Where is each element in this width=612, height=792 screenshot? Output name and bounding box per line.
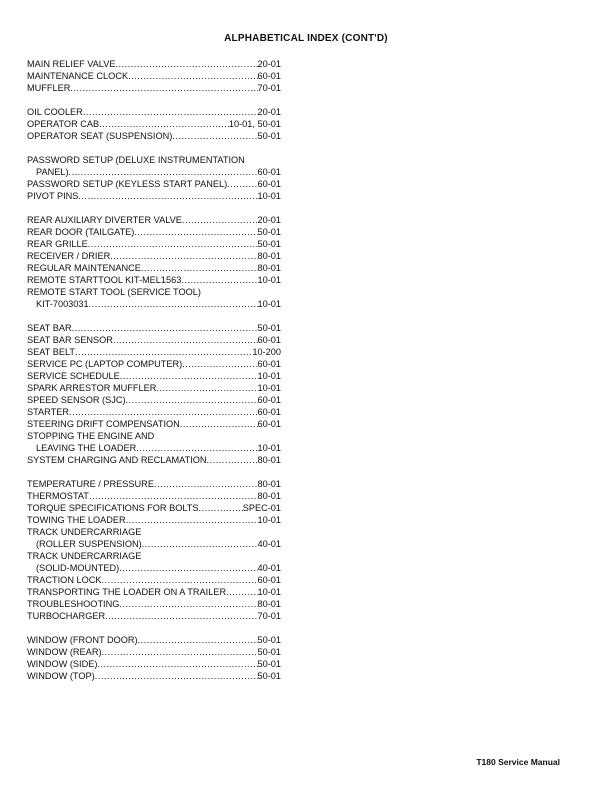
index-page-number: 10-01 — [257, 299, 281, 309]
index-page-number: 40-01 — [257, 539, 281, 549]
dot-leader — [126, 514, 258, 526]
index-entry — [27, 586, 281, 598]
dot-leader — [119, 562, 257, 574]
index-entry-label: SERVICE PC (LAPTOP COMPUTER) — [27, 359, 183, 369]
index-entry — [27, 214, 281, 226]
dot-leader — [78, 190, 257, 202]
index-entry-label: MAINTENANCE CLOCK — [27, 71, 129, 81]
index-page-number: 60-01 — [257, 359, 281, 369]
index-entry-line — [27, 82, 281, 94]
index-entry — [27, 154, 281, 178]
index-entry-label: REAR GRILLE — [27, 239, 88, 249]
index-entry — [27, 346, 281, 358]
dot-leader — [227, 178, 257, 190]
index-entry-label: MAIN RELIEF VALVE — [27, 59, 116, 69]
index-entry-label: THERMOSTAT — [27, 491, 89, 501]
dot-leader — [180, 418, 258, 430]
dot-leader — [102, 646, 258, 658]
index-entry — [27, 550, 281, 574]
index-list — [27, 58, 281, 694]
index-entry-label: TEMPERATURE / PRESSURE — [27, 479, 154, 489]
dot-leader — [105, 610, 257, 622]
index-page-number: 10-01 — [257, 587, 281, 597]
dot-leader — [89, 298, 258, 310]
dot-leader — [181, 274, 257, 286]
index-entry-label: SPARK ARRESTOR MUFFLER — [27, 383, 157, 393]
dot-leader — [72, 322, 258, 334]
dot-leader — [97, 658, 257, 670]
index-entry — [27, 394, 281, 406]
index-entry-label: REGULAR MAINTENANCE — [27, 263, 141, 273]
index-entry — [27, 430, 281, 454]
index-entry-label: SEAT BAR SENSOR — [27, 335, 113, 345]
index-entry-label: KIT-7003031 — [36, 299, 89, 309]
index-page-number: 60-01 — [257, 179, 281, 189]
index-entry-line — [27, 166, 281, 178]
index-group — [27, 214, 281, 310]
index-entry-label: REAR AUXILIARY DIVERTER VALVE — [27, 215, 182, 225]
index-page-number: 20-01 — [257, 107, 281, 117]
index-entry-line — [27, 478, 281, 490]
index-page-number: 80-01 — [257, 455, 281, 465]
index-entry-label: TOWING THE LOADER — [27, 515, 126, 525]
dot-leader — [141, 262, 258, 274]
index-entry-label: SERVICE SCHEDULE — [27, 371, 120, 381]
index-page-number: 10-01 — [257, 383, 281, 393]
index-entry-line — [27, 334, 281, 346]
index-entry-line — [27, 514, 281, 526]
index-page-number: 70-01 — [257, 611, 281, 621]
index-entry-line — [27, 538, 281, 550]
index-page-number: 60-01 — [257, 71, 281, 81]
index-entry — [27, 418, 281, 430]
index-entry — [27, 634, 281, 646]
index-entry-line — [27, 106, 281, 118]
index-page-number: 50-01 — [257, 635, 281, 645]
index-entry-line — [27, 670, 281, 682]
index-entry-label: TORQUE SPECIFICATIONS FOR BOLTS — [27, 503, 199, 513]
index-page-number: 60-01 — [257, 575, 281, 585]
index-entry-label: STOPPING THE ENGINE AND — [27, 431, 155, 441]
index-entry — [27, 334, 281, 346]
index-entry — [27, 190, 281, 202]
index-entry-line — [27, 382, 281, 394]
index-entry-line — [27, 610, 281, 622]
index-entry — [27, 58, 281, 70]
index-entry — [27, 514, 281, 526]
index-page-number: 80-01 — [257, 599, 281, 609]
index-entry-label: TRACTION LOCK — [27, 575, 102, 585]
index-page-number: 50-01 — [257, 131, 281, 141]
index-entry-line — [27, 250, 281, 262]
dot-leader — [99, 118, 229, 130]
index-page-number: 80-01 — [257, 251, 281, 261]
index-page-number: 80-01 — [257, 263, 281, 273]
index-entry-line — [27, 298, 281, 310]
index-entry — [27, 322, 281, 334]
dot-leader — [102, 574, 258, 586]
index-page-number: 80-01 — [257, 491, 281, 501]
index-entry-line — [27, 394, 281, 406]
index-entry-label: PASSWORD SETUP (KEYLESS START PANEL) — [27, 179, 228, 189]
index-entry-label: STEERING DRIFT COMPENSATION — [27, 419, 180, 429]
index-entry — [27, 274, 281, 286]
index-entry-label: PASSWORD SETUP (DELUXE INSTRUMENTATION — [27, 155, 245, 165]
dot-leader — [126, 394, 258, 406]
index-entry-label: WINDOW (TOP) — [27, 671, 95, 681]
index-entry-label: OIL COOLER — [27, 107, 83, 117]
index-entry-line — [27, 490, 281, 502]
index-entry — [27, 574, 281, 586]
index-page-number: 10-01 — [257, 443, 281, 453]
index-entry-line — [27, 58, 281, 70]
index-entry — [27, 250, 281, 262]
index-entry — [27, 526, 281, 550]
dot-leader — [154, 478, 258, 490]
index-group — [27, 154, 281, 202]
index-page-number: 60-01 — [257, 407, 281, 417]
index-group — [27, 322, 281, 466]
index-entry-label: TROUBLESHOOTING — [27, 599, 120, 609]
dot-leader — [156, 382, 257, 394]
index-entry-label: REMOTE STARTTOOL KIT-MEL1563 — [27, 275, 182, 285]
index-entry — [27, 490, 281, 502]
index-entry-label: (ROLLER SUSPENSION) — [36, 539, 142, 549]
index-entry-line — [27, 574, 281, 586]
index-page-number: 50-01 — [257, 239, 281, 249]
index-entry-label: OPERATOR SEAT (SUSPENSION) — [27, 131, 173, 141]
index-entry-line — [27, 526, 281, 538]
dot-leader — [75, 346, 252, 358]
dot-leader — [83, 106, 258, 118]
index-page-number: 60-01 — [257, 419, 281, 429]
index-entry — [27, 598, 281, 610]
index-entry-line — [27, 118, 281, 130]
index-entry-line — [27, 550, 281, 562]
index-page-number: SPEC-01 — [242, 503, 281, 513]
index-entry — [27, 358, 281, 370]
dot-leader — [207, 454, 258, 466]
index-entry-line — [27, 286, 281, 298]
index-entry-line — [27, 454, 281, 466]
index-page-number: 40-01 — [257, 563, 281, 573]
dot-leader — [113, 334, 258, 346]
index-entry — [27, 658, 281, 670]
index-entry — [27, 406, 281, 418]
index-entry-label: SYSTEM CHARGING AND RECLAMATION — [27, 455, 207, 465]
index-entry-label: WINDOW (REAR) — [27, 647, 102, 657]
dot-leader — [136, 442, 257, 454]
index-entry-line — [27, 562, 281, 574]
index-entry-label: RECEIVER / DRIER — [27, 251, 111, 261]
index-page-number: 20-01 — [257, 59, 281, 69]
index-page-number: 60-01 — [257, 335, 281, 345]
dot-leader — [120, 370, 258, 382]
index-entry-line — [27, 274, 281, 286]
index-entry-label: TRANSPORTING THE LOADER ON A TRAILER — [27, 587, 227, 597]
index-entry-line — [27, 130, 281, 142]
index-entry — [27, 382, 281, 394]
index-entry — [27, 238, 281, 250]
index-entry-label: PIVOT PINS — [27, 191, 79, 201]
index-page-number: 50-01 — [257, 323, 281, 333]
index-group — [27, 634, 281, 682]
index-page-number: 10-01, 50-01 — [228, 119, 281, 129]
index-entry-label: WINDOW (FRONT DOOR) — [27, 635, 138, 645]
footer-manual-title: T180 Service Manual — [476, 757, 560, 767]
dot-leader — [134, 226, 257, 238]
index-entry-line — [27, 658, 281, 670]
index-entry-label: TURBOCHARGER — [27, 611, 106, 621]
index-entry-line — [27, 634, 281, 646]
dot-leader — [199, 502, 243, 514]
index-entry — [27, 478, 281, 490]
index-group — [27, 58, 281, 94]
index-entry-line — [27, 346, 281, 358]
index-entry — [27, 70, 281, 82]
index-page-number: 50-01 — [257, 659, 281, 669]
index-entry-line — [27, 646, 281, 658]
index-entry-line — [27, 190, 281, 202]
index-entry — [27, 286, 281, 310]
index-entry-label: SEAT BELT — [27, 347, 75, 357]
index-entry-label: REAR DOOR (TAILGATE) — [27, 227, 135, 237]
index-entry-line — [27, 586, 281, 598]
page-title: ALPHABETICAL INDEX (CONT'D) — [224, 33, 388, 44]
index-entry — [27, 118, 281, 130]
index-entry — [27, 82, 281, 94]
dot-leader — [89, 490, 258, 502]
index-entry-line — [27, 370, 281, 382]
index-page-number: 70-01 — [257, 83, 281, 93]
index-entry-line — [27, 154, 281, 166]
index-entry-line — [27, 238, 281, 250]
index-entry-line — [27, 226, 281, 238]
index-page-number: 50-01 — [257, 647, 281, 657]
index-entry — [27, 610, 281, 622]
index-page-number: 50-01 — [257, 227, 281, 237]
index-page-number: 50-01 — [257, 671, 281, 681]
dot-leader — [116, 58, 258, 70]
index-page-number: 10-01 — [257, 191, 281, 201]
index-entry-label: SPEED SENSOR (SJC) — [27, 395, 126, 405]
index-entry-line — [27, 442, 281, 454]
index-entry — [27, 106, 281, 118]
index-entry-line — [27, 70, 281, 82]
index-entry-label: (SOLID-MOUNTED) — [36, 563, 120, 573]
index-entry-line — [27, 430, 281, 442]
index-entry-label: PANEL) — [36, 167, 69, 177]
index-entry-line — [27, 178, 281, 190]
dot-leader — [69, 406, 257, 418]
index-entry-label: WINDOW (SIDE) — [27, 659, 98, 669]
index-page-number: 60-01 — [257, 167, 281, 177]
dot-leader — [138, 634, 258, 646]
dot-leader — [172, 130, 257, 142]
index-entry-label: TRACK UNDERCARRIAGE — [27, 527, 142, 537]
dot-leader — [88, 238, 258, 250]
index-entry — [27, 646, 281, 658]
index-page-number: 10-200 — [252, 347, 281, 357]
index-entry — [27, 670, 281, 682]
index-page-number: 20-01 — [257, 215, 281, 225]
dot-leader — [128, 70, 257, 82]
index-entry-label: OPERATOR CAB — [27, 119, 100, 129]
index-entry-line — [27, 322, 281, 334]
index-entry-line — [27, 598, 281, 610]
index-entry-line — [27, 214, 281, 226]
dot-leader — [182, 214, 258, 226]
index-entry — [27, 178, 281, 190]
index-entry — [27, 454, 281, 466]
index-entry-line — [27, 358, 281, 370]
index-entry-line — [27, 502, 281, 514]
index-group — [27, 478, 281, 622]
index-entry-line — [27, 418, 281, 430]
dot-leader — [95, 670, 258, 682]
index-entry-label: SEAT BAR — [27, 323, 72, 333]
index-entry — [27, 370, 281, 382]
index-page-number: 10-01 — [257, 371, 281, 381]
index-entry-label: LEAVING THE LOADER — [36, 443, 137, 453]
index-entry-label: TRACK UNDERCARRIAGE — [27, 551, 142, 561]
index-entry-label: STARTER — [27, 407, 70, 417]
index-entry — [27, 130, 281, 142]
dot-leader — [226, 586, 257, 598]
dot-leader — [110, 250, 257, 262]
index-entry-label: MUFFLER — [27, 83, 71, 93]
dot-leader — [119, 598, 257, 610]
dot-leader — [70, 82, 257, 94]
index-page-number: 60-01 — [257, 395, 281, 405]
index-entry-label: REMOTE START TOOL (SERVICE TOOL) — [27, 287, 201, 297]
index-page-number: 10-01 — [257, 515, 281, 525]
index-entry-line — [27, 406, 281, 418]
index-entry-line — [27, 262, 281, 274]
index-entry — [27, 262, 281, 274]
dot-leader — [182, 358, 257, 370]
index-entry — [27, 502, 281, 514]
index-page-number: 80-01 — [257, 479, 281, 489]
dot-leader — [69, 166, 258, 178]
index-page-number: 10-01 — [257, 275, 281, 285]
index-entry — [27, 226, 281, 238]
index-group — [27, 106, 281, 142]
dot-leader — [142, 538, 258, 550]
